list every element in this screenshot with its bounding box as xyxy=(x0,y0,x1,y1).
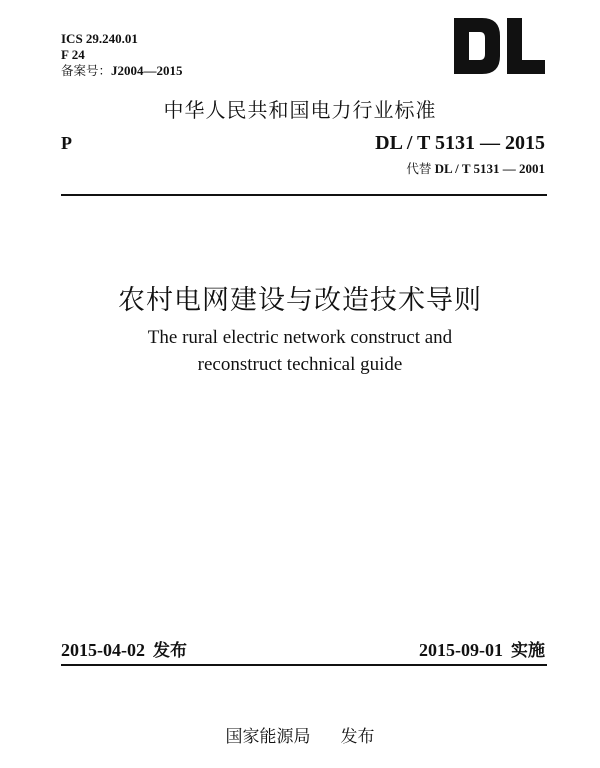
effective-date xyxy=(419,636,545,661)
publisher-action: 发布 xyxy=(340,727,375,747)
effective-date-label: 实施 xyxy=(511,641,545,661)
issue-date-label: 发布 xyxy=(153,641,187,661)
publisher-name: 国家能源局 xyxy=(225,727,311,747)
title-english-line1: The rural electric network construct and xyxy=(147,327,453,348)
effective-date-value: 2015-09-01 xyxy=(419,640,503,660)
standard-letter: P xyxy=(61,133,72,153)
filing-value: J2004—2015 xyxy=(111,63,183,78)
title-english-line2: reconstruct technical guide xyxy=(197,354,403,375)
ics-code: ICS 29.240.01 xyxy=(61,31,138,46)
replaces-note xyxy=(406,159,545,177)
standard-code: DL / T 5131 — 2015 xyxy=(375,132,545,154)
top-divider xyxy=(61,194,547,196)
issue-date-value: 2015-04-02 xyxy=(61,640,145,660)
filing-label: 备案号： xyxy=(61,63,112,78)
standard-category: 中华人民共和国电力行业标准 xyxy=(163,98,437,122)
issue-date xyxy=(61,636,187,661)
filing-number xyxy=(61,63,183,79)
classification-code: F 24 xyxy=(61,47,85,62)
dl-logo xyxy=(452,16,547,76)
replaces-code: DL / T 5131 — 2001 xyxy=(434,161,545,176)
publisher xyxy=(0,722,600,747)
replaces-label: 代替 xyxy=(406,161,432,176)
title-chinese: 农村电网建设与改造技术导则 xyxy=(118,285,482,316)
bottom-divider xyxy=(61,664,547,666)
